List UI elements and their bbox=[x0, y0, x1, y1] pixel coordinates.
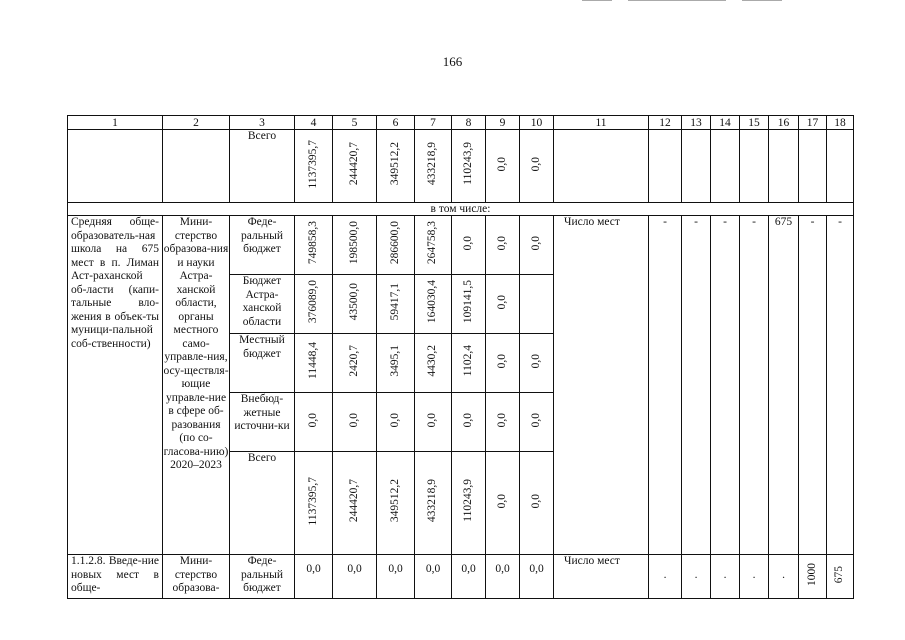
source-row bbox=[68, 216, 854, 275]
column-numbers-row bbox=[68, 116, 854, 130]
value-cell: 110243,9 bbox=[461, 142, 474, 186]
value-cell: 0,0 bbox=[452, 555, 486, 599]
indicator-value: 675 bbox=[833, 565, 846, 583]
indicator-value: - bbox=[711, 216, 740, 555]
top-edge-mark bbox=[628, 0, 726, 1]
value-cell: 59417,1 bbox=[388, 283, 401, 321]
indicator-value: - bbox=[649, 216, 682, 555]
value-cell: 164030,4 bbox=[426, 280, 439, 324]
value-cell: 4430,2 bbox=[426, 344, 439, 377]
indicator-value: - bbox=[827, 216, 854, 555]
indicator-value: - bbox=[799, 216, 827, 555]
col-header: 8 bbox=[452, 116, 486, 130]
source-label: Феде-ральный бюджет bbox=[230, 216, 295, 275]
value-cell: 0,0 bbox=[529, 353, 542, 368]
value-cell: 376089,0 bbox=[306, 280, 319, 324]
subheader-row bbox=[68, 203, 854, 216]
value-cell: 244420,7 bbox=[347, 479, 360, 523]
indicator-value: 675 bbox=[769, 216, 799, 555]
indicator-value: 1000 bbox=[805, 562, 818, 586]
next-item-executor: Мини-стерство образова- bbox=[163, 555, 230, 599]
col-header: 6 bbox=[377, 116, 415, 130]
top-edge-mark bbox=[582, 0, 612, 1]
indicator-name: Число мест bbox=[554, 216, 649, 555]
value-cell: 3495,1 bbox=[388, 344, 401, 377]
col-header: 4 bbox=[295, 116, 333, 130]
value-cell: 244420,7 bbox=[347, 142, 360, 186]
value-cell: 0,0 bbox=[495, 493, 508, 508]
value-cell: 0,0 bbox=[295, 555, 333, 599]
value-cell: 1137395,7 bbox=[306, 139, 319, 188]
col-header: 10 bbox=[520, 116, 554, 130]
col-header: 16 bbox=[769, 116, 799, 130]
source-label: Феде-ральный бюджет bbox=[230, 555, 295, 599]
value-cell: 110243,9 bbox=[461, 479, 474, 523]
value-cell: 0,0 bbox=[426, 412, 439, 427]
value-cell: 43500,0 bbox=[347, 283, 360, 321]
source-label: Местный бюджет bbox=[230, 334, 295, 393]
value-cell: 1137395,7 bbox=[306, 476, 319, 525]
value-cell: 0,0 bbox=[461, 235, 474, 250]
value-cell: 198500,0 bbox=[347, 221, 360, 265]
indicator-value: . bbox=[740, 555, 769, 599]
value-cell: 0,0 bbox=[415, 555, 452, 599]
value-cell: 264758,3 bbox=[426, 221, 439, 265]
col-header: 3 bbox=[230, 116, 295, 130]
col-header: 12 bbox=[649, 116, 682, 130]
project-name: Средняя обще-образователь-ная школа на 675 мест в п. Лиман Аст-раханской об-ласти (капи-тальные вло-жения в объек-ты муници-пальной соб-ственности) bbox=[68, 216, 163, 555]
value-cell: 433218,9 bbox=[426, 479, 439, 523]
total-row bbox=[68, 130, 854, 203]
col-header: 5 bbox=[333, 116, 377, 130]
col-header: 9 bbox=[486, 116, 520, 130]
value-cell: 109141,5 bbox=[461, 280, 474, 324]
col-header: 13 bbox=[682, 116, 711, 130]
col-header: 14 bbox=[711, 116, 740, 130]
value-cell: 0,0 bbox=[495, 294, 508, 309]
value-cell: 433218,9 bbox=[426, 142, 439, 186]
value-cell: 1102,4 bbox=[461, 345, 474, 377]
col-header: 15 bbox=[740, 116, 769, 130]
source-label: Всего bbox=[230, 452, 295, 555]
value-cell: 0,0 bbox=[529, 412, 542, 427]
value-cell: 0,0 bbox=[461, 412, 474, 427]
executor: Мини-стерство образова-ния и науки Астра-ханской области, органы местного само-управле-ния, осу-ществля-ющие управле-ние в сфере об-разования (по со-гласова-нию) 2020–2023 bbox=[163, 216, 230, 555]
value-cell: 349512,2 bbox=[388, 479, 401, 523]
col-header: 18 bbox=[827, 116, 854, 130]
value-cell: 2420,7 bbox=[347, 344, 360, 377]
value-cell: 0,0 bbox=[529, 156, 542, 171]
indicator-value: . bbox=[649, 555, 682, 599]
value-cell: 0,0 bbox=[347, 412, 360, 427]
value-cell: 0,0 bbox=[306, 412, 319, 427]
indicator-value: - bbox=[740, 216, 769, 555]
source-label: Бюджет Астра-ханской области bbox=[230, 275, 295, 334]
value-cell: 0,0 bbox=[529, 493, 542, 508]
col-header: 7 bbox=[415, 116, 452, 130]
source-label: Всего bbox=[230, 130, 295, 203]
next-item-name: 1.1.2.8. Введе-ние новых мест в обще- bbox=[68, 555, 163, 599]
value-cell: 286600,0 bbox=[388, 221, 401, 265]
value-cell: 0,0 bbox=[529, 235, 542, 250]
source-label: Внебюд-жетные источни-ки bbox=[230, 393, 295, 452]
indicator-value: - bbox=[682, 216, 711, 555]
value-cell: 0,0 bbox=[495, 412, 508, 427]
indicator-value: . bbox=[769, 555, 799, 599]
value-cell: 0,0 bbox=[333, 555, 377, 599]
indicator-value: . bbox=[711, 555, 740, 599]
col-header: 1 bbox=[68, 116, 163, 130]
value-cell: 0,0 bbox=[388, 412, 401, 427]
indicator-name: Число мест bbox=[554, 555, 649, 599]
value-cell: 0,0 bbox=[377, 555, 415, 599]
top-edge-mark bbox=[742, 0, 782, 1]
col-header: 11 bbox=[554, 116, 649, 130]
col-header: 2 bbox=[163, 116, 230, 130]
value-cell: 749858,3 bbox=[306, 221, 319, 265]
page-number: 166 bbox=[442, 54, 463, 69]
col-header: 17 bbox=[799, 116, 827, 130]
budget-table bbox=[67, 115, 854, 599]
value-cell: 0,0 bbox=[495, 353, 508, 368]
value-cell: 11448,4 bbox=[306, 342, 319, 380]
subheader-label: в том числе: bbox=[68, 203, 854, 216]
indicator-value: . bbox=[682, 555, 711, 599]
value-cell: 0,0 bbox=[520, 555, 554, 599]
value-cell: 0,0 bbox=[495, 235, 508, 250]
next-item-row bbox=[68, 555, 854, 599]
value-cell: 0,0 bbox=[486, 555, 520, 599]
value-cell: 349512,2 bbox=[388, 142, 401, 186]
value-cell: 0,0 bbox=[495, 156, 508, 171]
